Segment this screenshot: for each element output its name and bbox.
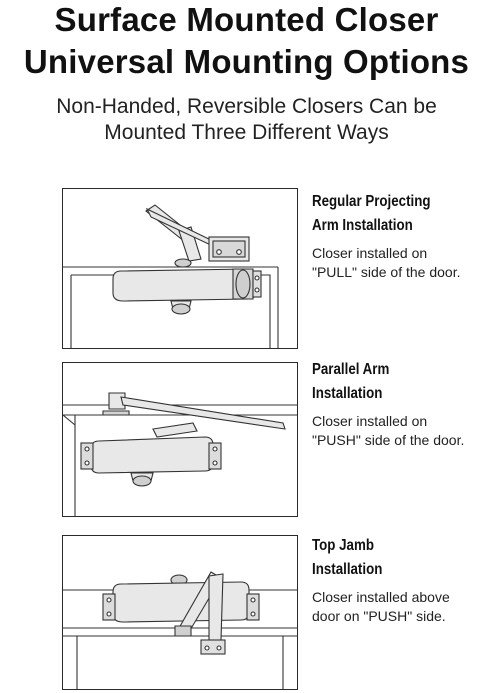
option-body-line-1: Closer installed on bbox=[312, 245, 428, 261]
option-heading-line-2: Arm Installation bbox=[312, 217, 413, 234]
option-body bbox=[312, 244, 490, 282]
option-body-line-2: "PULL" side of the door. bbox=[312, 264, 461, 280]
option-body-line-1: Closer installed on bbox=[312, 413, 428, 429]
subtitle-line-2: Mounted Three Different Ways bbox=[104, 121, 389, 144]
option-heading-line-2: Installation bbox=[312, 385, 383, 402]
page-title-line-1: Surface Mounted Closer bbox=[54, 1, 439, 38]
option-body-line-2: door on "PUSH" side. bbox=[312, 608, 446, 624]
option-regular-arm bbox=[312, 190, 490, 282]
parallel-arm-illustration bbox=[62, 362, 298, 517]
option-body bbox=[312, 412, 490, 450]
option-body bbox=[312, 588, 490, 626]
top-jamb-illustration bbox=[62, 535, 298, 690]
option-heading-line-2: Installation bbox=[312, 561, 383, 578]
option-top-jamb bbox=[312, 534, 490, 626]
subtitle-line-1: Non-Handed, Reversible Closers Can be bbox=[56, 95, 437, 118]
page-title-line-2: Universal Mounting Options bbox=[23, 43, 470, 80]
option-parallel-arm bbox=[312, 358, 490, 450]
option-heading-line-1: Regular Projecting bbox=[312, 193, 431, 210]
option-heading-line-1: Parallel Arm bbox=[312, 361, 390, 378]
regular-arm-illustration bbox=[62, 188, 298, 349]
option-heading-line-1: Top Jamb bbox=[312, 537, 374, 554]
option-body-line-2: "PUSH" side of the door. bbox=[312, 432, 465, 448]
option-body-line-1: Closer installed above bbox=[312, 589, 450, 605]
